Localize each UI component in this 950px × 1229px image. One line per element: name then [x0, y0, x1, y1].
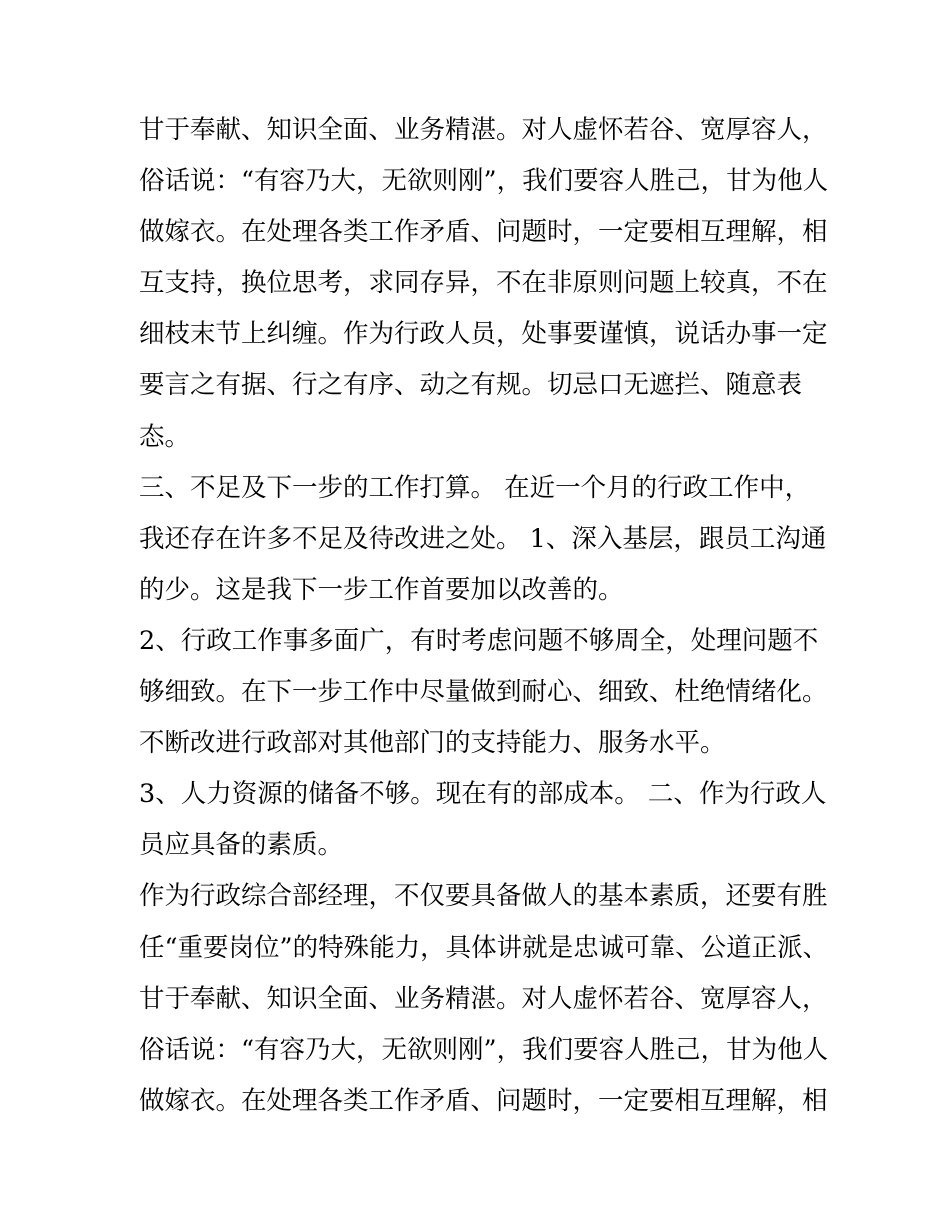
text-line-18: 甘于奉献、知识全面、业务精湛。对人虚怀若谷、宽厚容人，: [139, 983, 828, 1014]
text-line-16: 作为行政综合部经理，不仅要具备做人的基本素质，还要有胜: [139, 881, 828, 912]
text-line-2: 俗话说：“有容乃大，无欲则刚”，我们要容人胜己，甘为他人: [139, 166, 829, 197]
text-line-12: 够细致。在下一步工作中尽量做到耐心、细致、杜绝情绪化。: [139, 677, 828, 708]
text-line-8: 三、不足及下一步的工作打算。 在近一个月的行政工作中，: [139, 472, 811, 503]
text-line-7: 态。: [139, 421, 191, 452]
text-line-10: 的少。这是我下一步工作首要加以改善的。: [139, 574, 624, 605]
text-line-5: 细枝末节上纠缠。作为行政人员，处事要谨慎，说话办事一定: [139, 319, 828, 350]
text-line-6: 要言之有据、行之有序、动之有规。切忌口无遮拦、随意表: [139, 370, 803, 401]
text-line-20: 做嫁衣。在处理各类工作矛盾、问题时，一定要相互理解，相: [139, 1085, 828, 1116]
text-line-9: 我还存在许多不足及待改进之处。 1、深入基层，跟员工沟通: [139, 523, 827, 554]
text-line-15: 员应具备的素质。: [139, 830, 344, 861]
document-body: [139, 105, 829, 1127]
text-line-17: 任“重要岗位”的特殊能力，具体讲就是忠诚可靠、公道正派、: [139, 932, 829, 963]
text-line-19: 俗话说：“有容乃大，无欲则刚”，我们要容人胜己，甘为他人: [139, 1034, 829, 1065]
text-line-13: 不断改进行政部对其他部门的支持能力、服务水平。: [139, 728, 726, 759]
text-line-11: 2、行政工作事多面广，有时考虑问题不够周全，处理问题不: [139, 625, 819, 656]
text-line-14: 3、人力资源的储备不够。现在有的部成本。 二、作为行政人: [139, 779, 827, 810]
text-line-4: 互支持，换位思考，求同存异，不在非原则问题上较真，不在: [139, 268, 828, 299]
text-line-3: 做嫁衣。在处理各类工作矛盾、问题时，一定要相互理解，相: [139, 217, 828, 248]
text-line-1: 甘于奉献、知识全面、业务精湛。对人虚怀若谷、宽厚容人，: [139, 115, 828, 145]
